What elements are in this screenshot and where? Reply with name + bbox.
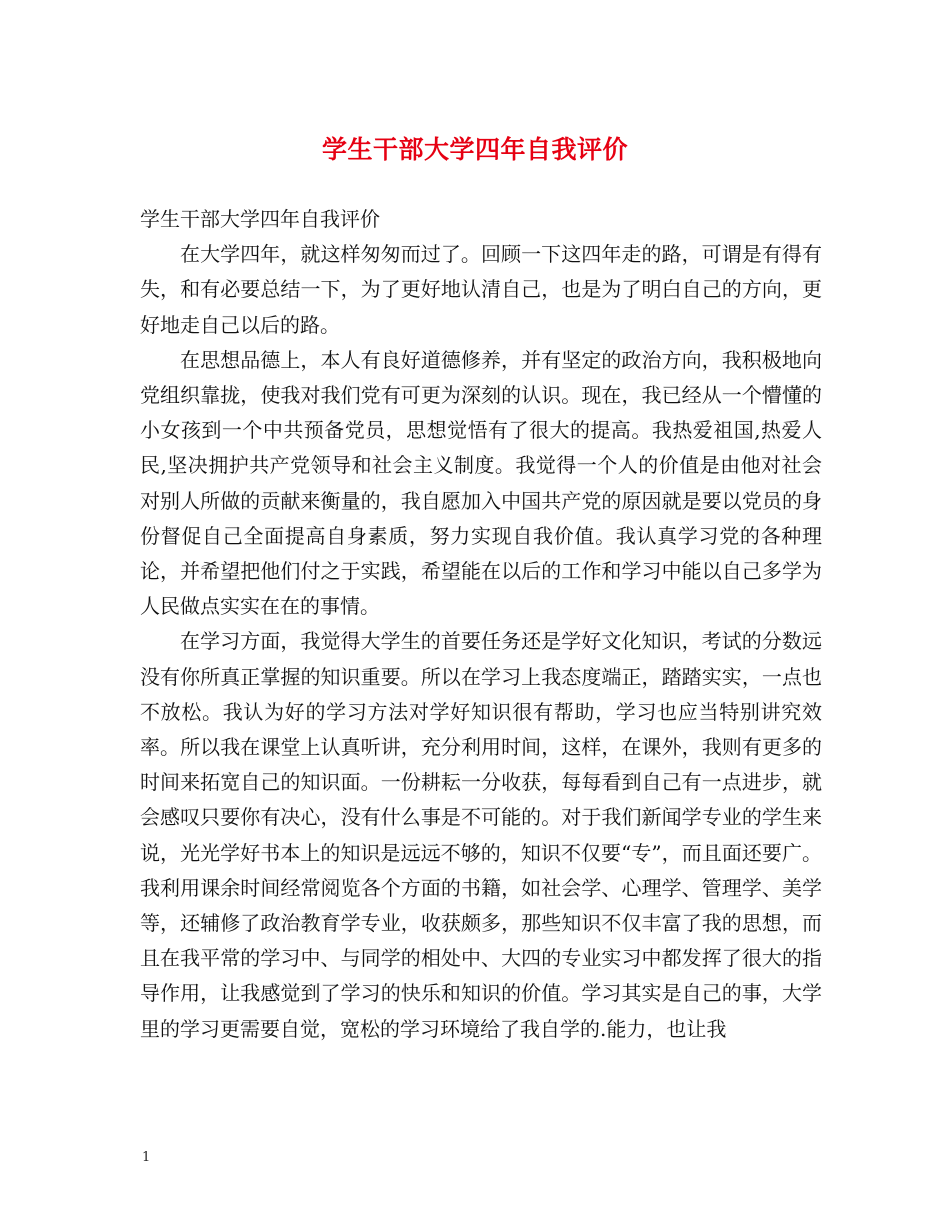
document-subtitle: 学生干部大学四年自我评价 <box>140 207 380 231</box>
paragraph-ideology: 在思想品德上，本人有良好道德修养，并有坚定的政治方向，我积极地向党组织靠拢，使我对我们党有可更为深刻的认识。现在，我已经从一个懵懂的小女孩到一个中共预备党员，思想觉悟有了很大的提高。我热爱祖国,热爱人民,坚决拥护共产党领导和社会主义制度。我觉得一个人的价值是由他对社会对别人所做的贡献来衡量的，我自愿加入中国共产党的原因就是要以党员的身份督促自己全面提高自身素质，努力实现自我价值。我认真学习党的各种理论，并希望把他们付之于实践，希望能在以后的工作和学习中能以自己多学为人民做点实实在在的事情。 <box>140 347 822 619</box>
page-number: 1 <box>142 1150 151 1165</box>
paragraph-intro: 在大学四年，就这样匆匆而过了。回顾一下这四年走的路，可谓是有得有失，和有必要总结一下，为了更好地认清自己，也是为了明白自己的方向，更好地走自己以后的路。 <box>140 242 822 337</box>
document-body <box>140 202 822 1047</box>
document-title: 学生干部大学四年自我评价 <box>321 135 628 164</box>
paragraph-study: 在学习方面，我觉得大学生的首要任务还是学好文化知识，考试的分数远没有你所真正掌握的知识重要。所以在学习上我态度端正，踏踏实实，一点也不放松。我认为好的学习方法对学好知识很有帮助，学习也应当特别讲究效率。所以我在课堂上认真听讲，充分利用时间，这样，在课外，我则有更多的时间来拓宽自己的知识面。一份耕耘一分收获，每每看到自己有一点进步，就会感叹只要你有决心，没有什么事是不可能的。对于我们新闻学专业的学生来说，光光学好书本上的知识是远远不够的，知识不仅要“专”，而且面还要广。我利用课余时间经常阅览各个方面的书籍，如社会学、心理学、管理学、美学等，还辅修了政治教育学专业，收获颇多，那些知识不仅丰富了我的思想，而且在我平常的学习中、与同学的相处中、大四的专业实习中都发挥了很大的指导作用，让我感觉到了学习的快乐和知识的价值。学习其实是自己的事，大学里的学习更需要自觉，宽松的学习环境给了我自学的.能力，也让我 <box>140 629 822 1041</box>
